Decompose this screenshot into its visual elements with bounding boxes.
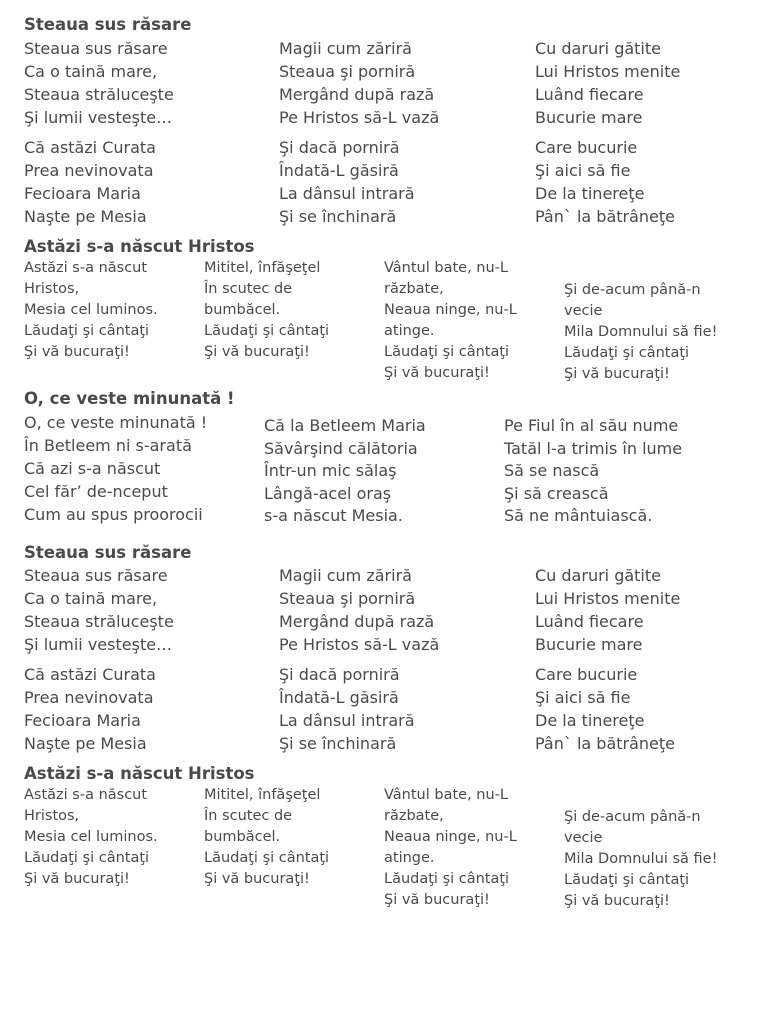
verse-column bbox=[264, 415, 426, 528]
verse-column bbox=[24, 411, 207, 526]
lyric-line: Şi dacă porniră bbox=[279, 665, 400, 684]
lyric-line: Pe Hristos să-L vază bbox=[279, 635, 440, 654]
lyric-line: Lăudaţi şi cântaţi bbox=[384, 871, 510, 887]
lyric-line: Într-un mic sălaş bbox=[264, 461, 397, 480]
lyric-line: Cum au spus proorocii bbox=[24, 505, 203, 524]
lyric-line: Astăzi s-a născut bbox=[24, 260, 148, 276]
verse-column bbox=[279, 37, 439, 129]
song-title: Steaua sus răsare bbox=[24, 15, 192, 34]
lyric-line: Steaua şi porniră bbox=[279, 62, 416, 81]
lyric-line: Bucurie mare bbox=[535, 108, 643, 127]
lyric-line: Hristos, bbox=[24, 281, 80, 297]
lyric-line: Şi vă bucuraţi! bbox=[204, 344, 310, 360]
lyric-line: Magii cum zăriră bbox=[279, 39, 412, 58]
lyric-line: Lăudaţi şi cântaţi bbox=[24, 850, 150, 866]
verse-column bbox=[279, 564, 439, 656]
lyric-line: Şi aici să fie bbox=[535, 161, 631, 180]
lyric-line: Pe Fiul în al său nume bbox=[504, 416, 679, 435]
lyric-line: Lăudaţi şi cântaţi bbox=[564, 872, 690, 888]
lyric-line: Care bucurie bbox=[535, 138, 638, 157]
lyric-line: Şi lumii vesteşte… bbox=[24, 108, 173, 127]
lyric-line: Lângă-acel oraş bbox=[264, 483, 392, 503]
lyric-line: Vântul bate, nu-L bbox=[384, 787, 508, 803]
verse-column bbox=[504, 415, 682, 528]
song-title: Astăzi s-a născut Hristos bbox=[24, 237, 255, 256]
lyric-line: Magii cum zăriră bbox=[279, 566, 412, 585]
lyric-line: Pe Hristos să-L vază bbox=[279, 108, 440, 127]
lyric-line: În Betleem ni s-arată bbox=[24, 436, 192, 455]
verse-column bbox=[535, 663, 675, 755]
lyric-line: Steaua sus răsare bbox=[24, 39, 168, 58]
lyric-line: Cu daruri gătite bbox=[535, 39, 661, 58]
lyric-line: Prea nevinovata bbox=[24, 161, 154, 180]
lyric-line: Şi se închinară bbox=[279, 207, 397, 226]
lyric-line: Lui Hristos menite bbox=[535, 62, 681, 81]
lyric-line: Steaua sus răsare bbox=[24, 566, 168, 585]
lyric-line: Luând fiecare bbox=[535, 85, 644, 104]
lyric-line: bumbăcel. bbox=[204, 302, 281, 318]
lyric-line: Pân` la bătrâneţe bbox=[535, 734, 676, 753]
lyric-line: Şi vă bucuraţi! bbox=[564, 366, 670, 382]
lyric-line: Lăudaţi şi cântaţi bbox=[204, 850, 330, 866]
song-title: O, ce veste minunată ! bbox=[24, 389, 235, 408]
lyric-line: răzbate, bbox=[384, 808, 444, 824]
lyric-line: Îndată-L găsiră bbox=[279, 688, 399, 707]
lyric-line: Bucurie mare bbox=[535, 635, 643, 654]
lyric-line: Şi de-acum până-n bbox=[564, 282, 701, 298]
lyric-line: Naşte pe Mesia bbox=[24, 734, 147, 753]
lyric-line: Steaua străluceşte bbox=[24, 612, 174, 631]
verse-column bbox=[535, 564, 680, 656]
lyric-line: atinge. bbox=[384, 850, 435, 866]
lyric-line: s-a născut Mesia. bbox=[264, 506, 403, 525]
lyric-line: Mititel, înfăşeţel bbox=[204, 260, 321, 276]
lyric-line: Neaua ninge, nu-L bbox=[384, 302, 517, 318]
lyric-line: Naşte pe Mesia bbox=[24, 207, 147, 226]
lyric-line: Şi vă bucuraţi! bbox=[564, 893, 670, 909]
lyric-line: vecie bbox=[564, 830, 603, 846]
lyric-line: Cu daruri gătite bbox=[535, 566, 661, 585]
lyric-line: Îndată-L găsiră bbox=[279, 161, 399, 180]
lyric-line: Mesia cel luminos. bbox=[24, 829, 158, 845]
lyric-line: Să ne mântuiască. bbox=[504, 506, 653, 525]
verse-column bbox=[564, 807, 717, 912]
lyric-line: Cel făr’ de-nceput bbox=[24, 482, 168, 501]
lyric-line: La dânsul intrară bbox=[279, 711, 415, 730]
lyric-line: Şi vă bucuraţi! bbox=[204, 871, 310, 887]
lyric-line: atinge. bbox=[384, 323, 435, 339]
verse-column bbox=[279, 136, 415, 228]
lyric-line: În scutec de bbox=[204, 281, 293, 297]
lyric-line: Astăzi s-a născut bbox=[24, 787, 148, 803]
verse-column bbox=[24, 663, 156, 755]
lyric-line: Săvârşind călătoria bbox=[264, 438, 418, 458]
lyric-line: Că la Betleem Maria bbox=[264, 416, 426, 435]
song-title: Steaua sus răsare bbox=[24, 543, 192, 562]
lyric-line: vecie bbox=[564, 303, 603, 319]
lyric-line: Şi se închinară bbox=[279, 734, 397, 753]
verse-column bbox=[564, 280, 717, 385]
song-title: Astăzi s-a născut Hristos bbox=[24, 764, 255, 783]
lyric-line: Şi lumii vesteşte… bbox=[24, 635, 173, 654]
lyric-line: Mesia cel luminos. bbox=[24, 302, 158, 318]
lyric-line: Lui Hristos menite bbox=[535, 589, 681, 608]
lyric-line: Lăudaţi şi cântaţi bbox=[384, 344, 510, 360]
lyric-line: Şi vă bucuraţi! bbox=[24, 344, 130, 360]
lyric-line: Steaua şi porniră bbox=[279, 589, 416, 608]
lyric-line: Mergând după rază bbox=[279, 85, 435, 104]
lyric-line: Lăudaţi şi cântaţi bbox=[204, 323, 330, 339]
lyric-line: Ca o taină mare, bbox=[24, 589, 158, 608]
verse-column bbox=[24, 785, 158, 890]
lyric-line: În scutec de bbox=[204, 808, 293, 824]
lyric-line: Fecioara Maria bbox=[24, 184, 141, 203]
verse-column bbox=[24, 136, 156, 228]
lyric-line: Şi de-acum până-n bbox=[564, 809, 701, 825]
lyric-line: Pân` la bătrâneţe bbox=[535, 207, 676, 226]
lyric-line: Că astăzi Curata bbox=[24, 665, 156, 684]
verse-column bbox=[204, 258, 329, 363]
lyric-line: Ca o taină mare, bbox=[24, 62, 158, 81]
lyric-line: La dânsul intrară bbox=[279, 184, 415, 203]
lyric-line: bumbăcel. bbox=[204, 829, 281, 845]
lyric-line: Lăudaţi şi cântaţi bbox=[564, 345, 690, 361]
lyric-line: De la tinereţe bbox=[535, 711, 645, 730]
verse-column bbox=[24, 37, 174, 129]
lyric-line: Şi dacă porniră bbox=[279, 138, 400, 157]
lyric-line: Luând fiecare bbox=[535, 612, 644, 631]
lyric-line: Steaua străluceşte bbox=[24, 85, 174, 104]
lyric-line: Şi vă bucuraţi! bbox=[384, 365, 490, 381]
lyric-line: Şi vă bucuraţi! bbox=[24, 871, 130, 887]
lyric-line: Că azi s-a născut bbox=[24, 459, 161, 478]
lyric-line: Şi vă bucuraţi! bbox=[384, 892, 490, 908]
lyric-line: Lăudaţi şi cântaţi bbox=[24, 323, 150, 339]
lyric-line: Vântul bate, nu-L bbox=[384, 260, 508, 276]
lyric-line: Prea nevinovata bbox=[24, 688, 154, 707]
lyric-line: Mergând după rază bbox=[279, 612, 435, 631]
verse-column bbox=[384, 258, 517, 384]
lyric-line: De la tinereţe bbox=[535, 184, 645, 203]
verse-column bbox=[384, 785, 517, 911]
lyric-line: Şi să crească bbox=[504, 483, 609, 503]
lyric-line: Neaua ninge, nu-L bbox=[384, 829, 517, 845]
lyric-line: Şi aici să fie bbox=[535, 688, 631, 707]
lyric-line: Mila Domnului să fie! bbox=[564, 851, 718, 867]
verse-column bbox=[279, 663, 415, 755]
lyric-line: Tatăl l-a trimis în lume bbox=[504, 438, 683, 458]
lyric-line: Că astăzi Curata bbox=[24, 138, 156, 157]
lyric-line: răzbate, bbox=[384, 281, 444, 297]
verse-column bbox=[535, 136, 675, 228]
verse-column bbox=[24, 564, 174, 656]
verse-column bbox=[535, 37, 680, 129]
verse-column bbox=[24, 258, 158, 363]
lyric-line: Mila Domnului să fie! bbox=[564, 324, 718, 340]
verse-column bbox=[204, 785, 329, 890]
lyric-line: Hristos, bbox=[24, 808, 80, 824]
lyric-line: Fecioara Maria bbox=[24, 711, 141, 730]
lyric-line: Mititel, înfăşeţel bbox=[204, 787, 321, 803]
lyric-line: Să se nască bbox=[504, 461, 600, 480]
lyric-line: O, ce veste minunată ! bbox=[24, 413, 208, 432]
lyric-line: Care bucurie bbox=[535, 665, 638, 684]
